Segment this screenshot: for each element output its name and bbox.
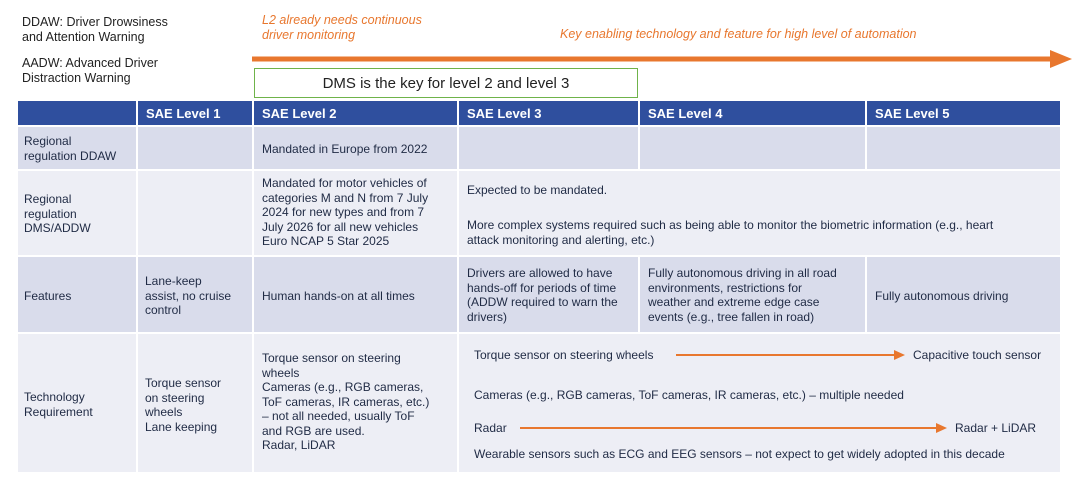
dms-level2-line3: 2024 for new types and from 7: [262, 205, 425, 219]
features-level4-line1: Fully autonomous driving in all road: [648, 266, 837, 280]
tech-level2-line5: – not all needed, usually ToF: [262, 409, 415, 423]
key-tech-callout: Key enabling technology and feature for high level of automation: [560, 27, 917, 41]
dms-label-line3: DMS/ADDW: [24, 221, 91, 235]
header-level2: SAE Level 2: [254, 101, 457, 125]
dms-level2: [262, 176, 428, 249]
ddaw-label-line2: regulation DDAW: [24, 148, 117, 163]
automation-arrow: [250, 48, 1075, 70]
features-level3-line1: Drivers are allowed to have: [467, 266, 613, 280]
features-level1-line2: assist, no cruise: [145, 288, 232, 303]
dms-level2-line2: categories M and N from 7 July: [262, 190, 429, 205]
dms-level2-line4: July 2026 for all new vehicles: [262, 219, 419, 234]
dms-complex-line1: More complex systems required such as being able to monitor the biometric information (e.g., heart: [467, 218, 994, 232]
dms-key-box: DMS is the key for level 2 and level 3: [254, 68, 638, 98]
tech-label-line2: Requirement: [24, 404, 93, 419]
dms-level2-line5: Euro NCAP 5 Star 2025: [262, 234, 390, 248]
tech-label-line1: Technology: [24, 390, 85, 404]
legend-aadw-line1: AADW: Advanced Driver: [22, 56, 158, 70]
tech-cameras: Cameras (e.g., RGB cameras, ToF cameras, IR cameras, etc.) – multiple needed: [474, 388, 904, 402]
header-level4: SAE Level 4: [640, 101, 865, 125]
tech-level1-line1: Torque sensor: [145, 376, 222, 390]
features-level4: [648, 266, 837, 324]
dms-row-label: [24, 192, 91, 236]
header-corner: [18, 101, 136, 125]
features-level4-line2: environments, restrictions for: [648, 280, 803, 295]
tech-radar-lidar: Radar + LiDAR: [955, 421, 1037, 435]
tech-level2-line7: Radar, LiDAR: [262, 438, 336, 452]
dms-expected: Expected to be mandated.: [467, 183, 608, 197]
l2-callout-line1: L2 already needs continuous: [262, 13, 422, 27]
header-level3: SAE Level 3: [459, 101, 638, 125]
legend-ddaw-line1: DDAW: Driver Drowsiness: [22, 15, 168, 29]
legend-ddaw: [22, 15, 168, 45]
ddaw-level2: Mandated in Europe from 2022: [262, 142, 428, 156]
tech-level2-line3: Cameras (e.g., RGB cameras,: [262, 380, 424, 394]
features-level4-line3: weather and extreme edge case: [648, 295, 820, 309]
features-level4-line4: events (e.g., tree fallen in road): [648, 309, 815, 324]
features-row-label: Features: [24, 289, 72, 303]
legend-ddaw-line2: and Attention Warning: [22, 30, 145, 44]
tech-torque: Torque sensor on steering wheels: [474, 348, 654, 362]
header-level1: SAE Level 1: [138, 101, 252, 125]
legend-aadw: [22, 56, 158, 86]
tech-wearable: Wearable sensors such as ECG and EEG sensors – not expect to get widely adopted in this decade: [474, 447, 1005, 461]
tech-level1: [145, 376, 221, 434]
tech-level2: [262, 351, 429, 453]
tech-row-label: [24, 390, 93, 419]
l2-callout: [262, 13, 422, 43]
tech-level1-line4: Lane keeping: [145, 419, 218, 434]
row-ddaw: [18, 127, 1060, 169]
legend-aadw-line2: Distraction Warning: [22, 71, 131, 85]
features-level3: [467, 266, 618, 324]
l2-callout-line2: driver monitoring: [262, 28, 356, 42]
dms-label-line2: regulation: [24, 206, 77, 221]
features-level3-line3: (ADDW required to warn the: [467, 295, 618, 309]
features-level1-line3: control: [145, 303, 182, 317]
tech-radar: Radar: [474, 421, 507, 435]
dms-complex-line2: attack monitoring and alerting, etc.): [467, 232, 655, 247]
radar-to-lidar-arrow: [520, 422, 948, 434]
features-level3-line2: hands-off for periods of time: [467, 280, 617, 295]
features-level3-line4: drivers): [467, 309, 508, 324]
features-level2: Human hands-on at all times: [262, 289, 415, 303]
features-level1: [145, 274, 231, 318]
tech-level2-line4: ToF cameras, IR cameras, etc.): [262, 394, 430, 409]
tech-capacitive: Capacitive touch sensor: [913, 348, 1042, 362]
ddaw-label-line1: Regional: [24, 134, 72, 148]
dms-level2-line1: Mandated for motor vehicles of: [262, 176, 427, 190]
torque-to-capacitive-arrow: [676, 349, 906, 361]
tech-level2-line6: and RGB are used.: [262, 423, 365, 438]
header-level5: SAE Level 5: [867, 101, 1060, 125]
dms-complex: [467, 218, 993, 247]
tech-level1-line3: wheels: [145, 405, 183, 419]
ddaw-row-label: [24, 134, 116, 163]
tech-level2-line1: Torque sensor on steering: [262, 351, 401, 365]
tech-level1-line2: on steering: [145, 390, 205, 405]
features-level1-line1: Lane-keep: [145, 274, 202, 288]
dms-label-line1: Regional: [24, 192, 72, 206]
features-level5: Fully autonomous driving: [875, 289, 1009, 303]
tech-level2-line2: wheels: [262, 365, 300, 380]
